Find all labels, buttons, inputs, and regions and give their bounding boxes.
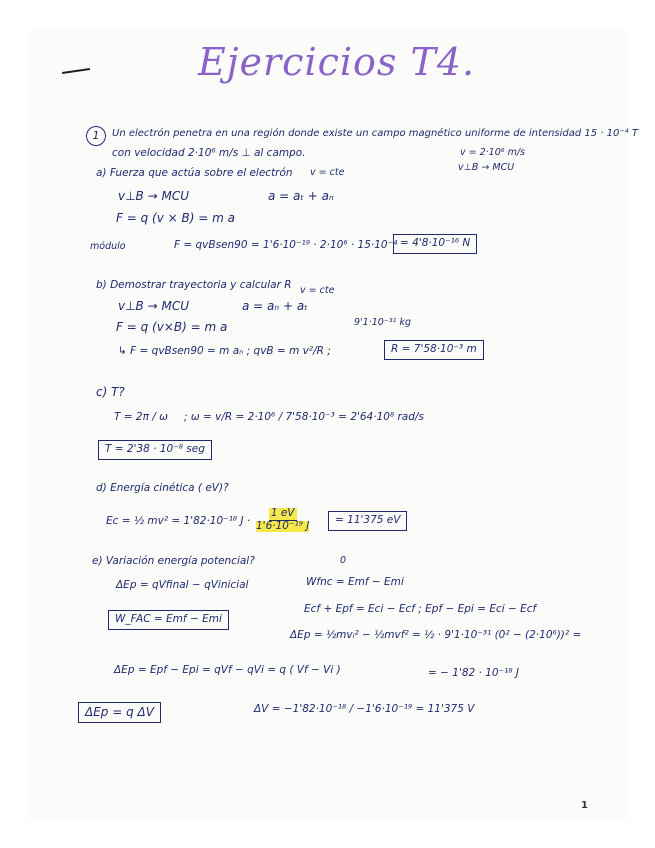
part-b-acceleration: a = aₙ + aₜ: [242, 299, 308, 313]
part-e-delta-ep: ΔEp = qVfinal − qVinicial: [116, 579, 249, 591]
part-e-zero: 0: [340, 555, 347, 566]
part-e-delta-v: ΔV = −1'82·10⁻¹⁸ / −1'6·10⁻¹⁹ = 11'375 V: [254, 703, 475, 715]
part-e-wfac-box: W_FAC = Emf − Emi: [108, 610, 229, 630]
part-c-label: c) T?: [96, 385, 125, 399]
part-c-period-formula: T = 2π / ω: [114, 411, 168, 423]
part-e-label: e) Variación energía potencial?: [92, 555, 255, 567]
part-a-line-1: v⊥B → MCU: [118, 189, 189, 203]
part-b-line-3: ↳ F = qvBsen90 = m aₙ ; qvB = m v²/R ;: [118, 345, 331, 357]
page-number: 1: [581, 800, 588, 811]
part-b-result: R = 7'58·10⁻³ m: [384, 340, 484, 360]
bleed-through: · · · · · · · ·: [448, 90, 487, 99]
part-e-final-formula: ΔEp = q ΔV: [78, 702, 161, 723]
bleed-through: · · · · · ·: [458, 310, 486, 319]
notebook-page: [28, 30, 638, 820]
part-d-conversion: [256, 508, 309, 532]
part-e-wfnc: Wfnc = Emf − Emi: [306, 576, 404, 588]
margin-dash: [62, 68, 90, 74]
part-a-modulo: módulo: [90, 241, 126, 252]
part-e-delta-ep-potential: ΔEp = Epf − Epi = qVf − qVi = q ( Vf − Vi ): [114, 664, 341, 676]
part-b-label: b) Demostrar trayectoria y calcular R: [96, 279, 292, 291]
part-e-energy-balance: Ecf + Epf = Eci − Ecf ; Epf − Epi = Eci − Ecf: [304, 603, 537, 615]
part-e-delta-ep-result: = − 1'82 · 10⁻¹⁸ J: [428, 667, 519, 679]
part-d-line-1: Ec = ½ mv² = 1'82·10⁻¹⁸ J ·: [106, 515, 251, 527]
part-b-line-1: v⊥B → MCU: [118, 299, 189, 313]
part-a-line-3: F = qvBsen90 = 1'6·10⁻¹⁹ · 2·10⁶ · 15·10⁻⁴: [174, 239, 398, 251]
part-d-result: = 11'375 eV: [328, 511, 407, 531]
part-e-delta-ep-kinetic: ΔEp = ½mvᵢ² − ½mvf² = ½ · 9'1·10⁻³¹ (0² − (2·10⁶))² =: [290, 629, 582, 641]
conversion-numerator: 1 eV: [270, 507, 295, 519]
given-velocity: v = 2·10⁶ m/s: [460, 147, 526, 158]
conversion-denominator: 1'6·10⁻¹⁹ J: [256, 519, 310, 532]
part-a-line-2: F = q (v × B) = m a: [116, 211, 235, 225]
part-a-result: = 4'8·10⁻¹⁶ N: [393, 234, 477, 254]
part-b-mass: 9'1·10⁻³¹ kg: [354, 317, 411, 328]
part-b-v-const: v = cte: [300, 285, 335, 296]
statement-line-2: con velocidad 2·10⁶ m/s ⊥ al campo.: [112, 147, 306, 159]
part-a-label: a) Fuerza que actúa sobre el electrón: [96, 167, 293, 179]
statement-line-1: Un electrón penetra en una región donde existe un campo magnético uniforme de intensidad 15 · 10⁻⁴ T: [112, 128, 638, 139]
part-c-result: T = 2'38 · 10⁻⁸ seg: [98, 440, 212, 460]
problem-number: 1: [86, 126, 106, 146]
part-a-v-const: v = cte: [310, 167, 345, 178]
part-a-acceleration: a = aₜ + aₙ: [268, 189, 334, 203]
given-condition: v⊥B → MCU: [458, 162, 515, 173]
page-title: Ejercicios T4.: [198, 40, 476, 84]
part-b-line-2: F = q (v×B) = m a: [116, 320, 228, 334]
part-c-angular-velocity: ; ω = v/R = 2·10⁶ / 7'58·10⁻³ = 2'64·10⁸ rad/s: [184, 411, 424, 423]
part-d-label: d) Energía cinética ( eV)?: [96, 482, 229, 494]
